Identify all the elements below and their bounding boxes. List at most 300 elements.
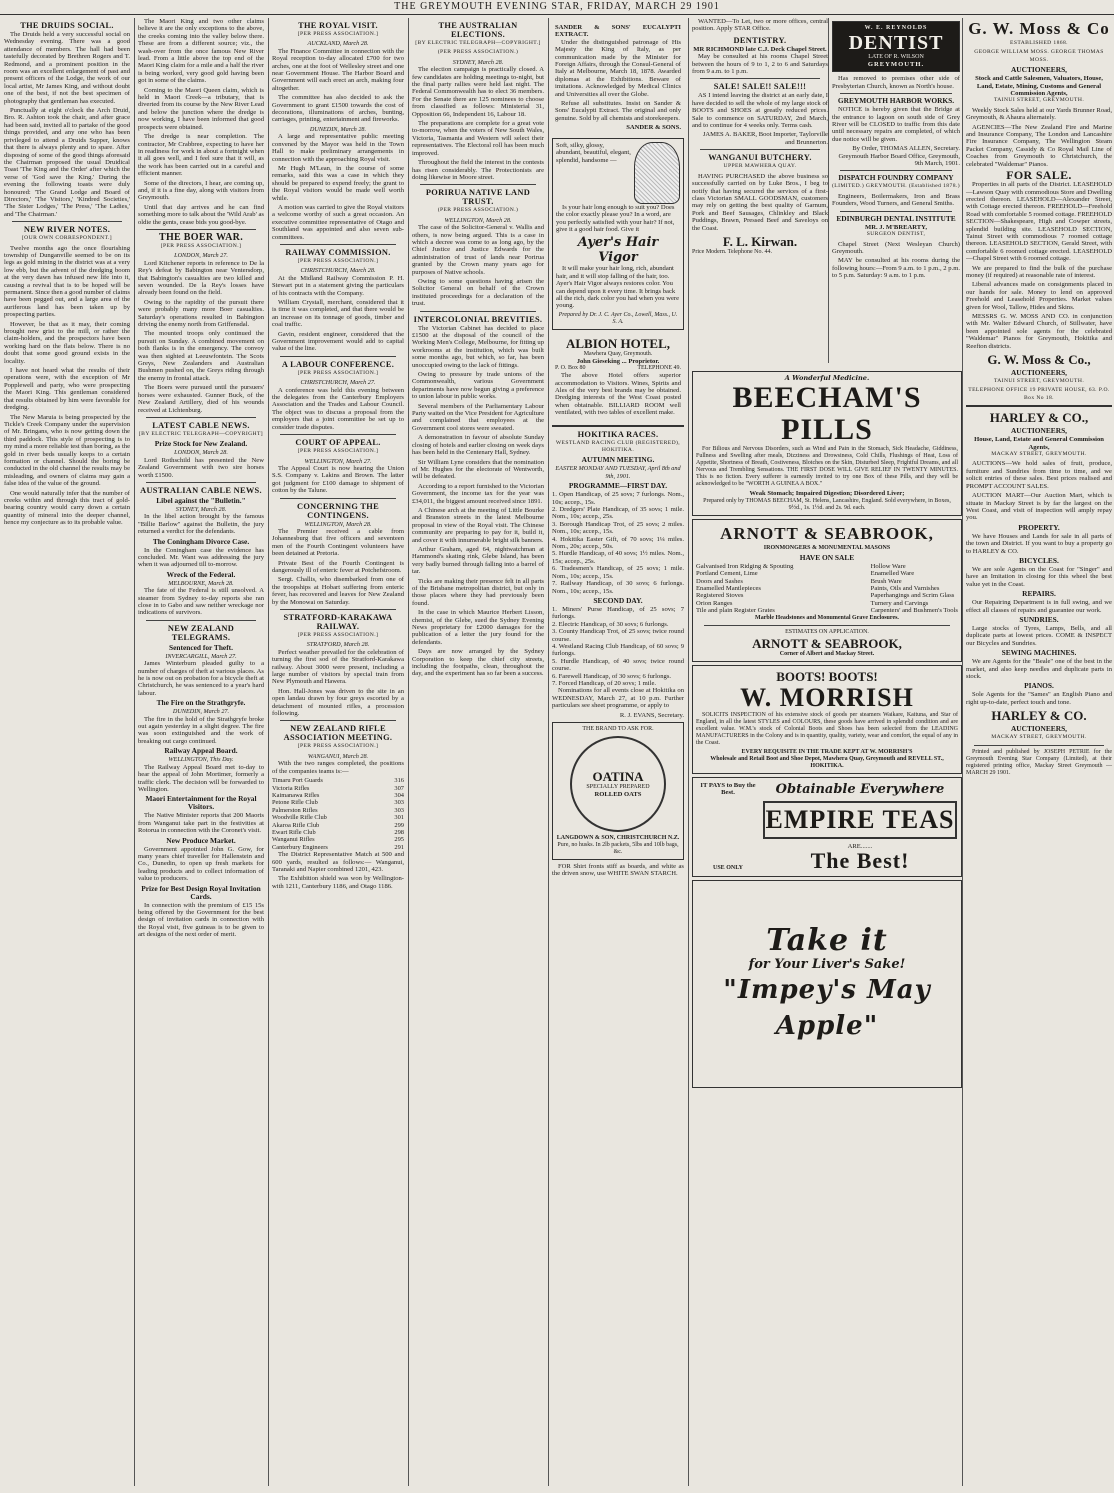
advert-sub: (LIMITED.) GREYMOUTH. (Established 1878.) xyxy=(832,183,960,190)
article-text: Owing to pressure by trade unions of the Commonwealth, various Government departments have now begun giving a preference to union labour in public works. xyxy=(412,371,544,401)
article-text: Until that day arrives and he can find something more to talk about the 'Wild Arab' as oldie the gents, cease bids you good-bye. xyxy=(138,203,264,226)
team-name: Akaroa Rifle Club xyxy=(272,821,320,829)
advert-box: P. O. Box 80 xyxy=(555,365,586,372)
list-item: Paints, Oils and Varnishes xyxy=(870,585,940,593)
advert-text: We have Houses and Lands for sale in all parts of the town and District. If you want to buy a property go to HARLEY & CO. xyxy=(966,532,1112,555)
advert-text: Our Repairing Department is in full swing, and we effect all classes of repairs and guarantee our work. xyxy=(966,599,1112,614)
list-item: 6. Farewell Handicap, of 30 sovs; 6 furlongs. xyxy=(552,672,672,680)
dateline: AUCKLAND, March 28. xyxy=(307,40,369,48)
results-row xyxy=(272,777,404,784)
advert-text: AGENCIES—The New Zealand Fire and Marine and Insurance Company, The London and Lancashire Fire Insurance Company, The Wellington Steam Packet Company, Cassidy & Co Royal Mail Line of Coaches from Greymouth to Christchurch, the celebrated "Waldemar" Pianos. xyxy=(966,123,1112,168)
advert-ayers-hair-vigor xyxy=(552,138,684,330)
article-text: The Premier received a cable from Johannesburg that five officers and seventeen men of the Fourth Contingent volunteers have been detained at Pretoria. xyxy=(272,527,404,558)
advert-telephone: TELEPHONE 49. xyxy=(637,365,681,372)
list-item: Registered Stoves xyxy=(696,592,744,600)
divider xyxy=(146,482,256,483)
article-text: The committee has also decided to ask the Government to grant £1500 towards the cost of decorations, illuminations of arches, bunting, carriages, printing, entertainment and fireworks. xyxy=(272,94,404,124)
column-4 xyxy=(408,18,547,1486)
advert-address: Corner of Albert and Mackay Street. xyxy=(779,650,875,657)
advert-telephone: TELEPHONE OFFICE 19 PRIVATE HOUSE, 63. P.O. Box No 18. xyxy=(968,387,1110,401)
divider xyxy=(280,434,396,435)
advert-brand: ARNOTT & SEABROOK, xyxy=(720,523,934,543)
list-item: Enamelled Mantlepieces xyxy=(696,585,761,593)
advert-address: MACKAY STREET, GREYMOUTH. xyxy=(991,451,1087,458)
advert-address: Mawhera Quay, Greymouth. xyxy=(583,350,653,357)
article-text: The Boers were pursued until the pursuers' horses were exhausted. Gunner Buck, of the New Zealand Artillery, died of his wounds received at Lichtenburg. xyxy=(138,384,264,414)
advert-sub: SPECIALLY PREPARED xyxy=(586,784,650,791)
byline: [PER PRESS ASSOCIATION.] xyxy=(297,31,379,37)
advert-text: MAY be consulted at his rooms during the following hours:—From 9 a.m. to 1 p.m., 2 p.m. to 5 p.m. Saturday: 9 a.m. to 1 p.m. xyxy=(832,257,960,280)
advert-text: Engineers, Boilermakers, Iron and Brass Founders, Wood Turners, and General Smiths. xyxy=(832,192,960,208)
advert-sub: UPPER MAWHERA QUAY. xyxy=(723,163,797,170)
advert-text: We are Agents for the "Beale" one of the best in the market, and also keep needles and duplicate parts in stock. xyxy=(966,658,1112,680)
article-heading: THE DRUIDS SOCIAL. xyxy=(20,21,114,30)
advert-text: AUCTIONS—We hold sales of fruit, produce, furniture and Sundries from time to time, and we solicit entries of these sales. Best prices realised and PROMPT ACCOUNT SALES. xyxy=(966,460,1112,490)
advert-sub: Weak Stomach; Impaired Digestion; Disordered Liver; xyxy=(749,490,905,498)
byline: [PER PRESS ASSOCIATION.] xyxy=(297,257,379,264)
advert-title: SANDER & SONS' EUCALYPTI EXTRACT. xyxy=(555,24,681,39)
article-text: Punctually at eight o'clock the Arch Druid, Bro. R. Ashton took the chair, and after grace had been said, invited all to partake of the good things provided, and any one who has been privileged to attend a Druids Supper, knows that there is always plenty and to spare. After disposing of some of the good things aforesaid the Chairman proposed the usual Druidical Toast 'The King and the Order' after which the verse of 'God save the King.' During the evening the following toasts were duly honoured: 'The Grand Lodge and Board of Directors,' 'The Visitors,' 'Kindred Societies,' 'The Sister Lodges,' 'The Press,' 'The Ladies,' and 'The Chairman.' xyxy=(4,107,130,218)
advert-title: SALE! SALE!! SALE!!! xyxy=(713,82,807,92)
article-heading: A LABOUR CONFERENCE. xyxy=(281,359,395,369)
list-item: Portland Cement, Lime xyxy=(696,570,758,578)
list-item: 7. Railway Handicap, of 30 sovs; 6 furlongs. Nom., 10s; accep., 15s. xyxy=(552,580,684,595)
team-score: 301 xyxy=(394,814,404,822)
article-text: Owing to the rapidity of the pursuit there were probably many more Boer casualties. Saturday's operations resulted in Babington driving the enemy north from Griffensdal. xyxy=(138,298,264,329)
advert-address: Wholesale and Retail Boot and Shoe Depot, Mawhera Quay, Greymouth and REVELL ST., HOKITIKA. xyxy=(710,755,944,769)
divider xyxy=(146,229,256,230)
article-heading: LATEST CABLE NEWS. xyxy=(152,420,250,430)
advert-to-let: WANTED—To Let, two or more offices, central position. Apply STAR Office. xyxy=(692,18,828,33)
list-item: 3. Borough Handicap Trot, of 25 sovs; 2 miles. Nom., 10s; accep., 15s. xyxy=(552,520,684,536)
article-heading: THE BOER WAR. xyxy=(158,231,243,243)
advert-eucalypti xyxy=(552,21,684,135)
column-8 xyxy=(962,18,1114,1486)
article-text: Coming to the Maori Queen claim, which is held in Maori Creek—a tributary, that is diverted from its course by the New River Lead and below the junction where the dredge is now working, I have been informed that good prospects were obtained. xyxy=(138,86,264,131)
dateline: WELLINGTON, This Day. xyxy=(168,756,234,764)
results-row xyxy=(272,836,404,843)
results-row xyxy=(272,822,404,829)
advert-names: GEORGE WILLIAM MOSS. GEORGE THOMAS MOSS. xyxy=(974,49,1104,63)
results-table xyxy=(272,777,404,851)
article-text: Sir William Lyne considers that the nomination of Mr. Hughes for the electorate of Wentworth, will be defeated. xyxy=(412,458,544,481)
results-row xyxy=(272,814,404,821)
team-score: 295 xyxy=(394,836,404,844)
article-heading: NEW ZEALAND TELEGRAMS. xyxy=(167,623,235,642)
list-item: Paperhangings and Scrim Glass xyxy=(870,592,955,600)
article-heading: THE ROYAL VISIT. xyxy=(298,21,378,30)
divider xyxy=(420,311,536,312)
advert-signature: By Order, THOMAS ALLEN, Secretary. Greymouth Harbor Board Office, Greymouth, 9th March, 1901. xyxy=(838,145,960,168)
advert-text: HAVING PURCHASED the above business so successfully carried on by Luke Bros., I beg to notify that having secured the services of a first-class Victorian SMALL GOODSMAN, customers may rely on getting the best quality of Garnum, Pork and Beef Sausages, Chlinkley and Black Puddings, Brawn, Pressed Beef and Saveloys on the Coast. xyxy=(692,172,828,232)
advert-title: DENTISTRY. xyxy=(733,35,787,45)
advert-text: AS I intend leaving the district at an early date, I have decided to sell the whole of my large stock of BOOTS and SHOES at greatly reduced prices. Sale to commence on SATURDAY, 2nd March, and to continue for 4 weeks only. Terms cash. xyxy=(692,92,828,130)
team-score: 304 xyxy=(394,791,404,799)
advert-sub: WESTLAND RACING CLUB (REGISTERED), HOKITIKA. xyxy=(555,439,681,453)
team-score: 316 xyxy=(394,777,404,785)
advert-top: Obtainable Everywhere xyxy=(775,781,945,797)
article-text: The dredge is near completion. The contractor, Mr Crabbree, expecting to have her in readiness for work in about a fortnight when it all goes well, and I feel sure that it will, as the work has been carried out in a careful and efficient manner. xyxy=(138,133,264,178)
team-name: Victoria Rifles xyxy=(272,784,310,792)
advert-estimate: ESTIMATES ON APPLICATION. xyxy=(785,628,869,635)
team-name: Petone Rifle Club xyxy=(272,799,318,807)
byline: [BY ELECTRIC TELEGRAPH—COPYRIGHT] xyxy=(138,430,264,437)
list-item: 2. Electric Handicap, of 30 sovs; 6 furlongs. xyxy=(552,620,669,628)
advert-signature: F. L. Kirwan. xyxy=(722,233,798,249)
byline: (PER PRESS ASSOCIATION.) xyxy=(437,49,519,56)
advert-sub: PROPERTY. xyxy=(1018,522,1060,532)
article-heading: AUSTRALIAN CABLE NEWS. xyxy=(140,485,262,495)
article-heading: INTERCOLONIAL BREVITIES. xyxy=(413,314,543,324)
byline: (PER PRESS ASSOCIATION.) xyxy=(437,207,519,214)
article-text: In the Coningham case the evidence has concluded. Mr. Want was addressing the jury when it was adjourned till to-morrow. xyxy=(138,546,264,569)
advert-impeys-may-apple xyxy=(692,880,962,1088)
advert-text: Sole Agents for the "Sames" an English Piano and right up-to-date, perfect touch and tone. xyxy=(966,691,1112,706)
divider xyxy=(280,609,396,610)
article-text: The case of the Solicitor-General v. Wallis and others, is now being argued. This is a case in which a decree was come to as long ago, by the Chief Justice and Justice Edwards for the administration of trust of lands near Porirua granted by the Crown many years ago for purposes of Native schools. xyxy=(412,224,544,276)
article-text: The Appeal Court is now hearing the Union S.S. Company v. Lakins and Brown. The latter got judgment for £100 damage to shipment of cotton by the Talune. xyxy=(272,464,404,495)
article-text: The Native Minister reports that 200 Maoris from Wanganui take part in the festivities at Rotorua in connection with the Coronet's visit. xyxy=(138,812,264,835)
divider xyxy=(280,720,396,721)
article-subheading: Sentenced for Theft. xyxy=(169,642,233,652)
list-item: 5. Hurdle Handicap, of 40 sovs; twice round course. xyxy=(552,657,684,673)
article-text: The Victorian Cabinet has decided to place £1500 at the disposal of the council of the Working Men's College, Melbourne, for fitting up workrooms at the institution, which was built some months ago, but which, so far, has been unoccupied owing to the lack of fittings. xyxy=(412,324,544,369)
advert-role: AUCTIONEERS, xyxy=(1010,426,1068,436)
article-text: A conference was held this evening between the delegates from the Canterbury Employers Association and the Trades and Labour Council. The object was to discuss a proposal from the employers that a joint committee be set up to consider trade disputes. xyxy=(272,386,404,431)
advert-text: Large stocks of Tyres, Lamps, Bells, and all duplicate parts at lowest prices. COME & INSPECT our Bicycles and Sundries. xyxy=(966,624,1112,647)
article-text: A demonstration in favour of absolute Sunday closing of hotels and earlier closing on week days has been held in the Centenary Hall, Sydney. xyxy=(412,434,544,457)
advert-role: AUCTIONEERS, xyxy=(1010,368,1068,378)
advert-empire-teas xyxy=(692,777,962,877)
advert-address: MACKAY STREET, GREYMOUTH. xyxy=(991,734,1087,741)
article-text: Lord Kitchener reports in reference to De la Rey's defeat by Babington near Ventersdorp, that Babington's casualties are two killed and seven wounded. De la Rey's losses have already been found on the field. xyxy=(138,259,264,297)
advert-text: Nominations for all events close at Hokitika on WEDNESDAY, March 27, at 10 p.m. Further particulars see sheet programme, or apply to xyxy=(552,687,684,710)
list-item: 1. Miners' Purse Handicap, of 25 sovs; 7 furlongs. xyxy=(552,605,684,621)
advert-brand: HARLEY & CO., xyxy=(989,410,1089,426)
advert-sub: REPAIRS. xyxy=(1022,589,1056,599)
article-text: The mounted troops only continued the pursuit on Sunday. A combined movement on both flanks is in the emergency. The convoy was then sighted at Leeuwfontein. The Scots Greys, New Zealanders and Australian Bushmen pushed on, the Greys riding through the enemy in frontal attack. xyxy=(138,330,264,382)
article-heading: THE AUSTRALIAN ELECTIONS. xyxy=(438,21,518,39)
team-score: 303 xyxy=(394,799,404,807)
advert-reynolds-dentist xyxy=(832,21,960,72)
masthead: THE GREYMOUTH EVENING STAR, FRIDAY, MARCH 29 1901 xyxy=(0,0,1114,15)
advert-footer: Marble Headstones and Monumental Grave Enclosures. xyxy=(755,614,899,621)
article-text: A motion was carried to give the Royal visitors a welcome worthy of such a great occasion. An executive committee representative of Otago and Southland was appointed and also seven sub-committees. xyxy=(272,203,404,241)
advert-title: GREYMOUTH HARBOR WORKS. xyxy=(837,96,955,106)
advert-sub: House, Land, Estate and General Commission Agents, xyxy=(974,436,1104,451)
article-text: Days are now arranged by the Sydney Corporation to keep the chief city streets, including the footpaths, clean, throughout the day, and the experiment has so far been a success. xyxy=(412,648,544,678)
list-item: Brush Ware xyxy=(870,577,902,585)
article-text: James Winterburn pleaded guilty to a number of charges of theft at various places. As he is now out on probation for a bicycle theft at Christchurch, he was sentenced to a year's hard labour. xyxy=(138,660,264,697)
article-text: The District Representative Match at 500 and 600 yards, resulted as follows:— Wanganui, Taranaki and Napier combined 1201, 423. xyxy=(272,851,404,873)
dateline: MELBOURNE, March 28. xyxy=(168,579,234,587)
team-score: 291 xyxy=(394,843,404,851)
divider xyxy=(420,184,536,185)
advert-text: The above Hotel offers superior accommodation to Visitors. Wines, Spirits and Ales of the very best brands may be obtained. Dredging interests of the West Coast posted when obtainable. BILLIARD ROOM well ventilated, with two tables of excellent make. xyxy=(555,372,681,417)
results-row xyxy=(272,792,404,799)
article-text: In the libel action brought by the famous "Billie Barlow" against the Bulletin, the jury returned a verdict for the defendants. xyxy=(138,513,264,536)
divider xyxy=(704,625,950,626)
advert-footer: Pure, no husks. In 2lb packets, 5lbs and 10lb bags, &c. xyxy=(557,842,679,855)
dateline: WELLINGTON, March 28. xyxy=(444,216,512,224)
advert-white-swan-starch: FOR Shirt fronts stiff as boards, and white as the driven snow, use WHITE SWAN STARCH. xyxy=(552,863,684,878)
list-item: 4. Westland Racing Club Handicap, of 60 sovs; 9 furlongs. xyxy=(552,642,684,658)
wide-advert-area xyxy=(688,368,965,1486)
advert-beechams-pills xyxy=(692,371,962,516)
article-text: The Maori King and two other claims believe it are the only exceptions to the above, the creeks coming into the valley below there. These are from a different source; viz., the wash-over from the once famous New River lead. From a little above the top end of the Maori King claim for a mile and a half the river is being worked, very good gold having been got in some of the claims. xyxy=(138,18,264,85)
list-item: Galvanised Iron Ridging & Spouting xyxy=(696,562,794,570)
advert-text: The Best! xyxy=(810,848,910,874)
article-text: Government appointed John G. Gow, for many years chief traveller for Hallenstein and Co., Dunedin, to open up fresh markets for leading products and to collect information of value to producers. xyxy=(138,845,264,883)
advert-sub: SEWING MACHINES. xyxy=(1001,648,1077,658)
team-name: Palmerston Rifles xyxy=(272,806,318,814)
article-text: Ticks are making their presence felt in all parts of the Brisbane metropolitan district, but only in those places where they had previously been found. xyxy=(412,577,544,607)
advert-address: TAINUI STREET, GREYMOUTH. xyxy=(993,97,1085,104)
article-subheading: Wreck of the Federal. xyxy=(166,569,236,579)
column-7 xyxy=(828,18,963,363)
advert-text: For Bilious and Nervous Disorders, such as Wind and Pain in the Stomach, Sick Headache, Giddiness, Fullness and Swelling after meals, Dizziness and Drowsiness, Cold Chills, Flushings of Heat, Loss of Appetite, Shortness of Breath, Costiveness, Blotches on the Skin, Disturbed Sleep, Frightful Dreams, and all Nervous and Trembling Sensations. THE FIRST DOSE WILL GIVE RELIEF IN TWENTY MINUTES. This is no fiction. Every sufferer is earnestly invited to try one Box of these Pills, and they will be acknowledged to be "WORTH A GUINEA A BOX." xyxy=(696,446,958,488)
advert-brand: G. W. Moss & Co xyxy=(968,19,1110,38)
stock-list xyxy=(696,563,793,615)
byline: [PER PRESS ASSOCIATION.] xyxy=(297,743,379,750)
advert-top: BOOTS! BOOTS! xyxy=(776,668,878,684)
byline: [PER PRESS ASSOCIATION.] xyxy=(297,369,379,376)
advert-brand: EMPIRE TEAS xyxy=(763,801,957,839)
dateline: DUNEDIN, March 27. xyxy=(172,708,230,716)
article-text: Owing to some questions having arisen the Solicitor General on behalf of the Crown instituted proceedings for a declaration of the trust. xyxy=(412,277,544,308)
column-2 xyxy=(134,18,267,1486)
team-score: 299 xyxy=(394,821,404,829)
divider xyxy=(280,356,396,357)
advert-sub: SURGEON DENTIST, xyxy=(866,231,926,238)
article-text: However, be that as it may, their coming brought new grist to the mill, or rather the claim-holders, and the prospectors have been working hard on the flats below. There is no doubt that some good ground exists in the locality. xyxy=(4,320,130,365)
advert-title: WANGANUI BUTCHERY. xyxy=(708,153,812,163)
dateline: DUNEDIN, March 28. xyxy=(309,125,367,133)
woman-portrait-icon xyxy=(634,142,680,204)
dateline: WANGANUI, March 28. xyxy=(307,752,369,760)
team-score: 303 xyxy=(394,806,404,814)
list-item: Carpenters' and Bushmen's Tools xyxy=(870,607,958,615)
article-heading: CONCERNING THE CONTINGENS. xyxy=(297,501,379,520)
advert-brand: ALBION HOTEL, xyxy=(565,335,671,351)
advert-proprietor: John Gieseking ... Proprietor. xyxy=(576,357,660,365)
divider xyxy=(146,620,256,621)
results-row xyxy=(272,844,404,851)
advert-signature: JAMES A. BAKER, Boot Importer, Taylorville and Brunnerton. xyxy=(702,131,828,146)
advert-sub: Stock and Cattle Salesmen, Valuators, House, Land, Estate, Mining, Customs and General Commission Agents, xyxy=(975,75,1103,98)
list-item: Orion Ranges xyxy=(696,599,733,607)
advert-brand: "Impey's May Apple" xyxy=(723,974,931,1041)
stock-list xyxy=(871,563,958,615)
dateline: CHRISTCHURCH, March 27. xyxy=(300,379,376,387)
byline: [PER PRESS ASSOCIATION.] xyxy=(297,632,379,638)
article-heading: NEW ZEALAND RIFLE ASSOCIATION MEETING. xyxy=(283,724,393,743)
advert-footer: Price Modern. Telephone No. 44. xyxy=(692,248,772,255)
column-3 xyxy=(268,18,407,1486)
advert-text: We are sole Agents on the Coast for "Singer" and have an Imitation in closing for this wheel the best value yet in the Coast. xyxy=(966,565,1112,588)
list-item: 6. Tradesmen's Handicap, of 25 sovs; 1 mile. Nom., 10s; accep., 15s. xyxy=(552,565,684,580)
advert-text: IT PAYS to Buy the Best. xyxy=(700,781,756,797)
advert-place: GREYMOUTH. xyxy=(867,61,925,68)
advert-top: W. E. REYNOLDS xyxy=(864,25,928,31)
advert-text: Properties in all parts of the District. LEASEHOLD—Lawson Quay with commodious Store and Dwelling erected thereon. LEASEHOLD—Alexander Street, with Cottage erected thereon. FREEHOLD—Freehold Road with comfortable 5 roomed cottage. FREEHOLD SECTION—Shakespeare, High and Cowper streets, splendid building site. LEASEHOLD SECTION, Tainui Street with commodious 7 roomed cottage thereon. LEASEHOLD SECTION, Gerald Street, with comfortable 6 roomed cottage erected. LEASEHOLD—Chapel Street with 6 roomed cottage. xyxy=(966,181,1112,263)
advert-title: EDINBURGH DENTAL INSTITUTE xyxy=(836,213,956,223)
advert-sub: MR. J. M'BREARTY, xyxy=(865,223,927,231)
dateline: LONDON, March 27. xyxy=(174,252,228,260)
article-text: Gavin, resident engineer, considered that the Government improvement would add to capital value of the line. xyxy=(272,330,404,353)
advert-address: TAINUI STREET, GREYMOUTH. xyxy=(993,378,1085,385)
team-name: Canterbury Engineers xyxy=(272,843,328,851)
advert-brand: Ayer's Hair Vigor xyxy=(577,235,659,266)
divider xyxy=(280,244,396,245)
article-text: Perfect weather prevailed for the celebration of turning the first sod of the Stratford-Karakawa railway. About 3000 were present, including a large number of visitors by special train from New Plymouth and Hawera. xyxy=(272,648,404,686)
dateline: CHRISTCHURCH, March 28. xyxy=(300,267,376,275)
advert-oatina xyxy=(552,722,684,860)
article-text: With the two ranges completed, the positions of the companies teams is:— xyxy=(272,760,404,775)
list-item: 2. Dredgers' Plate Handicap, of 35 sovs; 1 mile. Nom., 10s; accep., 25s. xyxy=(552,506,684,521)
article-text: Twelve months ago the once flourishing township of Dunganville seemed to be on its legs as gold mining in the district was at a very low ebb, but the advent of the dredging boom at the very dawn has infused new life into it, causing a revival that is to be hoped will be permanent. Since then a good number of claims have been pegged out, and a large area of the auriferous land has been taken up by prospecting parties. xyxy=(4,244,130,319)
advert-hokitika-races xyxy=(552,430,684,719)
advert-sub: AUTUMN MEETING. xyxy=(581,455,655,465)
team-name: Timaru Port Guards xyxy=(272,777,323,785)
advert-brand: BEECHAM'S PILLS xyxy=(732,381,922,447)
advert-text: SOLICITS INSPECTION of his extensive stock of goods per steamers Waikare, Kaituna, and Star of England, in all the latest STYLES and COLOURS, these goods have arrived in splendid condition and are excellent value. W.M.'s stock of Colonial Boots and Shoes has been selected from the LEADING MANUFACTURERS in the Colony and is in quantity, quality, variety, wear and comfort, the equal of any in the Coast. xyxy=(696,711,958,746)
divider xyxy=(146,417,256,418)
advert-text: for Your Liver's Sake! xyxy=(748,956,906,972)
article-subheading: Prize Stock for New Zealand. xyxy=(154,439,248,449)
advert-sub: HAVE ON SALE xyxy=(799,552,855,562)
advert-title: FOR SALE. xyxy=(1006,168,1072,183)
advert-brand: G. W. Moss & Co., xyxy=(987,352,1091,368)
advert-maker: LANGDOWN & SON, CHRISTCHURCH N.Z. xyxy=(556,835,680,841)
advert-text: Under the distinguished patronage of His Majesty the King of Italy, as per communication made by the Minister for Foreign Affairs, through the Consul-General of Italy at Melbourne, March 18, 1878. Awarded diplomas at the Exhibitions. Beware of imitations. Acknowledged by Medical Clinics and Universities all over the Globe. xyxy=(555,38,681,98)
advert-text: Chapel Street (Next Wesleyan Church) Greymouth. xyxy=(832,240,960,255)
team-score: 298 xyxy=(394,828,404,836)
article-text: The Finance Committee in connection with the Royal reception to-day allocated £700 for two arches, one at the foot of Wellesley street and one near Government House. The Harbor Board and Government will each erect an arch, making four altogether. xyxy=(272,47,404,92)
advert-footer: Prepared only by THOMAS BEECHAM, St. Helens, Lancashire, England. Sold everywhere, in Boxes, 9½d., 1s. 1½d. and 2s. 9d. each. xyxy=(703,497,951,511)
advert-brand: ARNOTT & SEABROOK, xyxy=(752,635,902,651)
dateline: SYDNEY, March 28. xyxy=(452,58,504,66)
divider xyxy=(552,425,684,427)
dateline: SYDNEY, March 28. xyxy=(175,505,227,513)
advert-text: Soft, silky, glossy, abundant, beautiful, elegant, splendid, handsome — xyxy=(556,141,631,164)
advert-w-morrish xyxy=(692,665,962,774)
article-text: The Railway Appeal Board met to-day to hear the appeal of John Mortimer, formerly a traffic clerk. The decision will be forwarded to Wellington. xyxy=(138,763,264,793)
article-text: According to a report furnished to the Victorian Government, the income tax for the year was £34,011, the biggest amount received since 1891. xyxy=(412,482,544,505)
dateline: WELLINGTON, March 28. xyxy=(304,520,372,528)
article-text: I have not heard what the results of their operations were, with the exception of Mr Popplewell and party, who were prospecting the Maori King. This gentleman considered that results obtained by him were favorable for dredging. xyxy=(4,367,130,412)
article-text: William Crystall, merchant, considered that it is time it was completed, and that there would be an increase on its tonnage of goods, timber and coal traffic. xyxy=(272,299,404,329)
list-item: 4. Hokitika Easter Gift, of 70 sovs; 1¼ miles. Nom., 20s; accep., 50s. xyxy=(552,535,684,551)
team-name: Ewart Rifle Club xyxy=(272,828,316,836)
divider xyxy=(966,405,1112,407)
advert-signature: R. J. EVANS, Secretary. xyxy=(619,711,684,719)
advert-signature: SANDER & SONS. xyxy=(626,124,681,132)
article-text: The New Maruia is being prospected by the Tickle's Creek Company under the supervision of Mr. Bringans, who is now getting down the third paddock. This style of prospecting is to my mind a more reliable test than boring, as the gold in river beds usually keeps to a certain formation or channel. Should the boring be conducted in the old channel the results may be misleading, and owners of claims may gain a false idea of the value of the ground. xyxy=(4,413,130,488)
advert-brand: W. MORRISH xyxy=(740,682,914,712)
article-text: The preparations are complete for a great vote to-morrow, when the voters of New South Wales, Victoria, Tasmania and Western will select their representatives. The Electoral roll has been much improved. xyxy=(412,120,544,157)
article-subheading: Prize for Best Design Royal Invitation Cards. xyxy=(141,883,261,901)
advert-sub: SUNDRIES. xyxy=(1019,614,1059,624)
advert-brand: HARLEY & CO. xyxy=(991,708,1087,724)
imprint: Printed and published by JOSEPH PETRIE for the Greymouth Evening Star Company (Limited), at their registered printing office, Mackay Street Greymouth — MARCH 29 1901. xyxy=(966,748,1112,776)
article-text: The election campaign is practically closed. A few candidates are holding meetings to-night, but the final party rallies were held last night. The Federal Commonwealth has to elect 36 members. For the Senate there are 125 nominees to choose from classified as follows: Ministerial 31, Opposition 66, Independent 16, Labour 18. xyxy=(412,66,544,118)
divider xyxy=(12,221,122,222)
list-item: Tile and plain Register Grates xyxy=(696,607,775,615)
advert-arnott-seabrook xyxy=(692,519,962,662)
divider xyxy=(840,170,952,171)
article-text: Arthur Graham, aged 64, nightwatchman at Hammond's skating rink, Glebe Island, has been very badly burned through falling into a barrel of tar. xyxy=(412,545,544,576)
byline: [BY ELECTRIC TELEGRAPH—COPYRIGHT.] xyxy=(415,40,541,46)
advert-text: Weekly Stock Sales held at our Yards Brunner Road, Greymouth, & Ahaura alternately. xyxy=(966,106,1112,122)
advert-sub: IRONMONGERS & MONUMENTAL MASONS xyxy=(763,544,891,551)
article-heading: COURT OF APPEAL. xyxy=(295,438,381,448)
advert-top: A Wonderful Medicine. xyxy=(784,374,870,382)
advert-sub: MR RICHMOND late C.J. Deck Chapel Street. xyxy=(693,45,827,53)
article-text: The fate of the Federal is still unsolved. A steamer from Sydney to-day reports she ran close in to Gabo and saw neither wreckage nor indications of survivors. xyxy=(138,587,264,617)
article-text: In the case in which Maurice Herbert Lisson, chemist, of the Glebe, sued the Sydney Evening News proprietary for £2000 damages for the publication of a letter the jury found for the defendants. xyxy=(412,609,544,646)
list-item: 3. County Handicap Trot, of 25 sovs; twice round course. xyxy=(552,628,684,643)
column-5 xyxy=(548,18,687,1486)
team-name: Woodville Rifle Club xyxy=(272,814,327,822)
advert-text: Has removed to premises other side of Presbyterian Church, known as North's house. xyxy=(832,75,960,90)
team-name: Kaimanawa Rifles xyxy=(272,791,320,799)
advert-text: Take it xyxy=(766,922,888,958)
article-text: Sergt. Challis, who disembarked from one of the troopships at Hobart suffering from enteric fever, has recovered and leaves for New Zealand by the Monowai on Saturday. xyxy=(272,576,404,606)
column-1 xyxy=(4,18,133,1486)
article-subheading: New Produce Market. xyxy=(166,835,236,845)
advert-text: USE ONLY xyxy=(713,865,743,872)
article-subheading: Maori Entertainment for the Royal Visitors. xyxy=(145,794,257,812)
advert-text: It will make your hair long, rich, abundant hair, and it will stop falling of the hair, too. Ayer's Hair Vigor always restores color. You can depend upon it every time. It brings back all the rich, dark color you had when you were young. xyxy=(556,265,680,310)
article-text: Throughout the field the interest in the contests has risen considerably. The Protectionists are doing likewise in Moore street. xyxy=(412,159,544,181)
list-item: Turnery and Carvings xyxy=(870,599,929,607)
divider xyxy=(840,93,952,94)
team-name: Wanganui Rifles xyxy=(272,836,315,844)
article-text: A Chinese arch at the meeting of Little Bourke and Branston streets in the latest Melbourne proposal in view of the Royal visit. The Chinese community are preparing to pay for it, build it, and cover it with innumerable bright silk banners. xyxy=(412,506,544,544)
results-row xyxy=(272,799,404,806)
article-text: At the Midland Railway Commission P. H. Stewart put in a statement giving the particulars of his contracts with the Company. xyxy=(272,274,404,297)
oats-seal-icon xyxy=(570,736,666,832)
advert-sub: PROGRAMME—FIRST DAY. xyxy=(568,481,668,491)
divider xyxy=(840,211,952,212)
advert-text: Is your hair long enough to suit you? Does the color exactly please you? In a word, are you perfectly satisfied with your hair? If not, give it a good hair food. Give it xyxy=(556,203,675,233)
results-row xyxy=(272,829,404,836)
advert-text: NOTICE is hereby given that the Bridge at the entrance to lagoon on south side of Grey River will be CLOSED to traffic from this date until necessary repairs are completed, of which due notice will be given. xyxy=(832,106,960,143)
advert-title: DISPATCH FOUNDRY COMPANY xyxy=(838,173,954,183)
divider xyxy=(974,745,1104,746)
advert-brand: OATINA xyxy=(592,769,644,785)
article-text: Hon. Hall-Jones was driven to the site in an open landau drawn by four greys escorted by a detachment of mounted rifles, a procession following. xyxy=(272,687,404,718)
article-heading: STRATFORD-KARAKAWA RAILWAY. xyxy=(283,613,393,631)
list-item: 5. Hurdle Handicap, of 40 sovs; 1½ miles. Nom., 15s; accep., 25s. xyxy=(552,550,684,565)
byline: [PER PRESS ASSOCIATION.] xyxy=(297,448,379,455)
advert-albion-hotel xyxy=(552,333,684,422)
advert-text: ARE....... xyxy=(847,842,873,850)
dateline: INVERCARGILL, March 27. xyxy=(165,652,237,660)
dateline: LONDON, March 28. xyxy=(174,449,228,457)
article-heading: RAILWAY COMMISSION. xyxy=(285,247,391,257)
race-list xyxy=(552,606,684,687)
dateline: STRATFORD, March 28. xyxy=(306,641,370,649)
byline: [OUR OWN CORRESPONDENT.] xyxy=(21,235,113,242)
list-item: Doors and Sashes xyxy=(696,577,743,585)
advert-top: THE BRAND TO ASK FOR. xyxy=(582,726,654,732)
byline: [PER PRESS ASSOCIATION.] xyxy=(160,242,242,249)
article-heading: NEW RIVER NOTES. xyxy=(23,225,111,235)
advert-product: ROLLED OATS xyxy=(594,791,642,799)
advert-footer: EVERY REQUISITE IN THE TRADE KEPT AT W. MORRISH'S xyxy=(741,748,913,755)
